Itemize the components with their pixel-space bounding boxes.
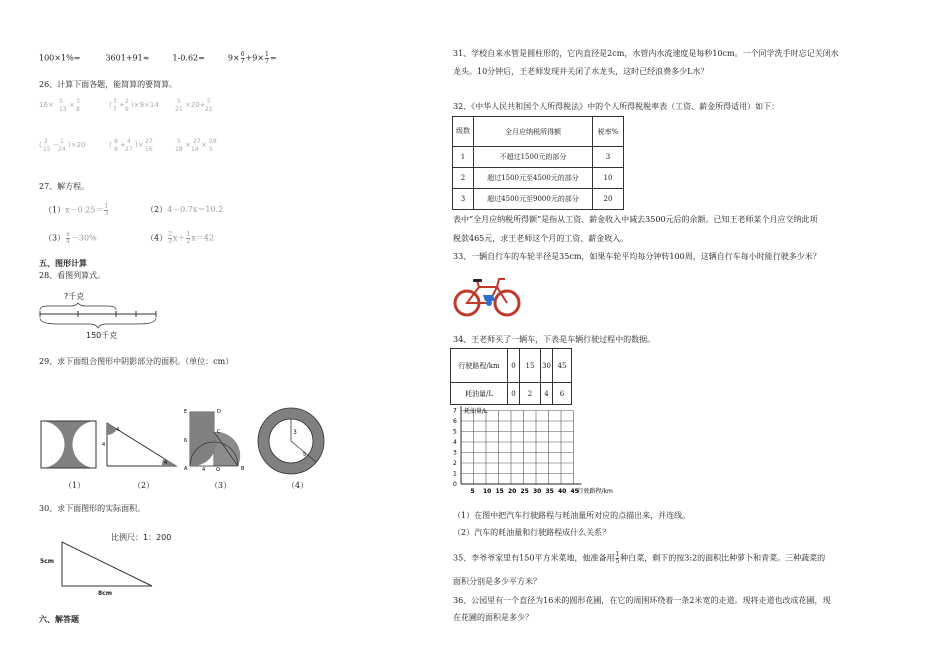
- figure-label-4: （4）: [287, 481, 309, 490]
- svg-text:3: 3: [113, 98, 117, 105]
- figure-label-1: （1）: [64, 481, 86, 490]
- y-tick-label: 5: [453, 428, 457, 436]
- y-tick-label: 2: [453, 460, 457, 467]
- q28-bottom-label: 150千克: [86, 331, 118, 340]
- table-cell: 20: [593, 189, 624, 210]
- equation-4: （4） $\frac{2}{3}$ x＋ $\frac{1}{2}$ x＝42: [146, 231, 214, 245]
- svg-text:5: 5: [303, 452, 307, 458]
- calc-item: 1-0.62=: [172, 53, 205, 63]
- svg-text:)×9×14: )×9×14: [131, 101, 159, 109]
- figure-2-triangle: [104, 420, 184, 470]
- svg-text:2: 2: [125, 98, 129, 105]
- svg-text:5: 5: [209, 146, 213, 153]
- table-row: [453, 189, 624, 210]
- calc-item: 3601+91≈: [105, 53, 150, 63]
- svg-text:21: 21: [205, 106, 213, 113]
- y-tick-label: 0: [453, 481, 457, 488]
- question-34-part1: （1）在图中把汽车行驶路程与耗油量所对应的点描出来，并连线。: [453, 511, 691, 520]
- table-cell: 不超过1500元的部分: [474, 147, 593, 168]
- x-tick-label: 25: [520, 488, 529, 495]
- table-cell: 15: [520, 349, 541, 383]
- x-tick-label: 45: [570, 488, 579, 495]
- y-tick-label: 7: [453, 407, 457, 415]
- svg-text:27: 27: [193, 138, 201, 145]
- svg-text:(: (: [109, 141, 112, 149]
- question-28: 28、看图列算式。: [39, 271, 106, 280]
- question-36-line2: 在花圃的面积是多少？: [453, 613, 533, 622]
- fig2-num: 4: [164, 460, 168, 466]
- y-axis-label: 耗油量/L: [464, 408, 488, 415]
- table-row: [453, 168, 624, 189]
- table-cell: 2: [520, 383, 541, 405]
- svg-text:O: O: [216, 467, 220, 473]
- table-row: [453, 147, 624, 168]
- table-cell: 4: [541, 383, 553, 405]
- figure-1-square-semicircles: [40, 420, 100, 470]
- question-31-line2: 龙头。10分钟后，王老师发现并关闭了水龙头，这时已经浪费多少L水？: [453, 67, 709, 76]
- svg-text:4: 4: [202, 467, 206, 473]
- svg-text:C: C: [217, 429, 221, 435]
- figure-label-2: （2）: [133, 481, 155, 490]
- svg-text:+: +: [120, 141, 126, 149]
- table-cell: 2: [453, 168, 474, 189]
- fuel-distance-grid: [447, 404, 637, 496]
- question-31-line1: 31、学校自来水管是圆柱形的，它内直径是2cm，水管内水流速度是每秒10cm。一个同学洗手时忘记关闭水: [453, 49, 839, 58]
- table-cell: 1: [453, 147, 474, 168]
- calc-item: =: [269, 53, 277, 63]
- scale-text: 比例尺：1：200: [111, 533, 172, 542]
- x-tick-label: 40: [558, 488, 567, 495]
- svg-text:D: D: [217, 409, 221, 415]
- section-6-title: 六、解答题: [39, 615, 79, 624]
- fraction: $\frac{6}{7}$: [240, 51, 245, 65]
- tax-header-cell: 税率%: [593, 117, 624, 147]
- svg-text:5: 5: [207, 98, 211, 105]
- svg-text:9: 9: [125, 106, 129, 113]
- table-cell: 30: [541, 349, 553, 383]
- svg-text:5: 5: [177, 98, 181, 105]
- fraction: $\frac{1}{7}$: [265, 51, 269, 65]
- table-cell: 超过1500元至4500元的部分: [474, 168, 593, 189]
- table-cell: 超过4500元至9000元的部分: [474, 189, 593, 210]
- x-tick-label: 20: [508, 488, 517, 495]
- svg-text:3: 3: [293, 429, 297, 436]
- question-33: 33、一辆自行车的车轮半径是35cm，如果车轮平均每分钟转100周，这辆自行车每小时能行驶多少米？: [453, 252, 821, 261]
- svg-text:)×: )×: [135, 141, 144, 149]
- svg-text:+: +: [119, 101, 125, 109]
- figure-4-ring: [256, 406, 328, 478]
- svg-text:×20+: ×20+: [185, 101, 206, 109]
- table-cell: 3: [453, 189, 474, 210]
- tax-header-cell: 全月应纳税所得额: [474, 117, 593, 147]
- x-tick-label: 30: [533, 488, 542, 495]
- question-35-line1: 35、李爷爷家里有150平方米菜地，他准备用 $\frac{1}{5}$ 种白菜，剩下的按3:2的面积比种萝卜和青菜。三种蔬菜的: [453, 551, 826, 565]
- calc-item: 9×: [227, 53, 240, 63]
- q26-expressions: [39, 94, 259, 164]
- svg-text:−: −: [53, 141, 59, 149]
- svg-text:4: 4: [127, 138, 131, 145]
- tax-rate-table: [452, 116, 624, 210]
- fraction: $\frac{1}{5}$: [615, 551, 620, 565]
- question-30: 30、求下面图形的实际面积。: [39, 504, 146, 513]
- svg-text:24: 24: [58, 146, 66, 153]
- q28-bar-diagram: [38, 300, 168, 330]
- q28-top-label: ?千克: [64, 292, 85, 301]
- question-32-note-line1: 表中“全月应纳税所得额”是指从工资、薪金收入中减去3500元后的余额。已知王老师某个月应交纳此项: [453, 215, 818, 224]
- row-label: 行驶路程/km: [451, 349, 508, 383]
- x-tick-label: 35: [545, 488, 554, 495]
- svg-text:3: 3: [76, 98, 80, 105]
- calc-item: +9×: [245, 53, 265, 63]
- section-5-title: 五、图形计算: [39, 259, 87, 268]
- equation-3: （3） $\frac{x}{4}$ －30%: [44, 231, 97, 245]
- x-axis-label: 行驶路程/km: [577, 488, 613, 495]
- fig2-num: 4: [116, 427, 120, 433]
- svg-text:8: 8: [76, 106, 80, 113]
- tax-header-cell: 级数: [453, 117, 474, 147]
- svg-text:7: 7: [113, 106, 117, 113]
- table-cell: 0: [508, 383, 520, 405]
- svg-text:15: 15: [43, 146, 51, 153]
- svg-text:×: ×: [185, 141, 191, 149]
- question-27: 27、解方程。: [39, 182, 90, 191]
- table-cell: 6: [553, 383, 572, 405]
- fraction: $\frac{1}{3}$: [104, 203, 109, 217]
- svg-text:13: 13: [59, 106, 67, 113]
- table-row: [451, 349, 572, 383]
- table-row: [451, 383, 572, 405]
- question-34: 34、王老师买了一辆车，下表是车辆行驶过程中的数据。: [453, 335, 656, 344]
- svg-text:B: B: [241, 466, 245, 472]
- svg-text:5: 5: [177, 138, 181, 145]
- svg-text:14: 14: [191, 146, 199, 153]
- svg-text:(: (: [109, 101, 112, 109]
- dim-height: 5cm: [40, 558, 54, 565]
- x-tick-label: 5: [470, 488, 475, 495]
- fraction: $\frac{x}{4}$: [66, 231, 70, 245]
- question-29: 29、求下面组合图形中阴影部分的面积。（单位：cm）: [39, 357, 234, 366]
- row-label: 耗油量/L: [451, 383, 508, 405]
- fraction: $\frac{1}{2}$: [186, 231, 191, 245]
- svg-text:6: 6: [184, 438, 188, 444]
- car-data-table: [450, 348, 572, 405]
- question-32: 32、《中华人民共和国个人所得税法》中的个人所得税税率表（工资、薪金所得适用）如下：: [453, 102, 780, 111]
- question-32-note-line2: 税款465元，求王老师这个月的工资、薪金收入。: [453, 234, 629, 243]
- equation-1: （1）x－0.25＝ $\frac{1}{3}$: [44, 203, 109, 217]
- right-triangle-figure: [60, 540, 160, 590]
- y-tick-label: 4: [453, 439, 457, 446]
- svg-text:1: 1: [60, 138, 64, 145]
- svg-text:2: 2: [44, 138, 48, 145]
- dim-width: 8cm: [98, 590, 112, 597]
- svg-text:27: 27: [145, 138, 153, 145]
- svg-text:×: ×: [201, 141, 207, 149]
- svg-text:×: ×: [69, 101, 75, 109]
- table-cell: 0: [508, 349, 520, 383]
- svg-text:5: 5: [59, 98, 63, 105]
- tax-header-row: [453, 117, 624, 147]
- calc-item: 100×1%=: [39, 53, 81, 63]
- svg-text:18: 18: [175, 146, 183, 153]
- svg-text:E: E: [184, 409, 188, 415]
- x-tick-label: 15: [495, 488, 504, 495]
- svg-text:)×20: )×20: [68, 141, 86, 149]
- svg-text:16×: 16×: [39, 101, 54, 109]
- svg-text:28: 28: [209, 138, 217, 145]
- question-36-line1: 36、公园里有一个直径为16米的圆形花圃，在它的周围环绕着一条2米宽的走道。现将走道也改成花圃，现: [453, 596, 831, 605]
- x-tick-label: 10: [483, 488, 492, 495]
- bicycle-image: [453, 273, 523, 319]
- svg-text:9: 9: [114, 146, 118, 153]
- figure-3-composite: [180, 408, 260, 472]
- svg-text:21: 21: [175, 106, 183, 113]
- svg-text:16: 16: [145, 146, 153, 153]
- svg-text:(: (: [39, 141, 42, 149]
- table-cell: 3: [593, 147, 624, 168]
- equation-2: （2）4－0.7x＝10.2: [146, 205, 224, 214]
- table-cell: 45: [553, 349, 572, 383]
- fig2-num: 4: [102, 442, 106, 448]
- y-tick-label: 6: [453, 418, 457, 425]
- svg-text:27: 27: [125, 146, 133, 153]
- svg-text:A: A: [184, 466, 188, 472]
- question-26: 26、计算下面各题，能简算的要简算。: [39, 80, 178, 89]
- table-cell: 10: [593, 168, 624, 189]
- y-tick-label: 1: [453, 470, 457, 478]
- question-35-line2: 面积分别是多少平方米？: [453, 577, 541, 586]
- calc-row: [39, 52, 277, 65]
- svg-text:8: 8: [114, 138, 118, 145]
- question-34-part2: （2）汽车的耗油量和行驶路程成什么关系？: [453, 528, 611, 537]
- fraction: $\frac{2}{3}$: [168, 231, 172, 245]
- y-tick-label: 3: [453, 449, 457, 457]
- figure-label-3: （3）: [210, 481, 232, 490]
